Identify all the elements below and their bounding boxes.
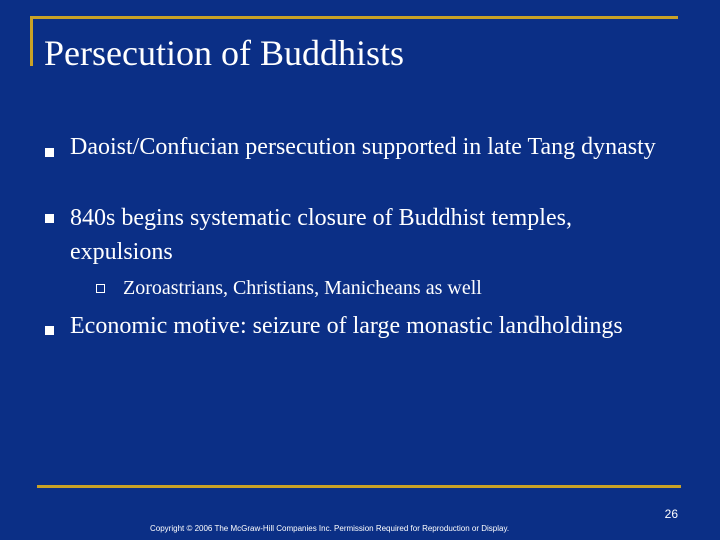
title-frame-top-line [32, 16, 678, 19]
bullet-square-icon [45, 214, 54, 223]
footer-divider-line [37, 485, 681, 488]
bullet-square-icon [45, 326, 54, 335]
bullet-item: Daoist/Confucian persecution supported in late Tang dynasty [70, 134, 656, 160]
copyright-notice: Copyright © 2006 The McGraw-Hill Companies Inc. Permission Required for Reproduction or Display. [150, 524, 510, 533]
page-number: 26 [664, 507, 678, 521]
slide-title: Persecution of Buddhists [44, 33, 404, 73]
sub-bullet-item: Zoroastrians, Christians, Manicheans as well [123, 277, 482, 299]
title-frame-left-line [30, 16, 33, 66]
bullet-item: 840s begins systematic closure of Buddhist temples, expulsions [70, 205, 572, 265]
bullet-item: Economic motive: seizure of large monastic landholdings [70, 313, 623, 339]
sub-bullet-hollow-square-icon [96, 284, 105, 293]
bullet-square-icon [45, 148, 54, 157]
